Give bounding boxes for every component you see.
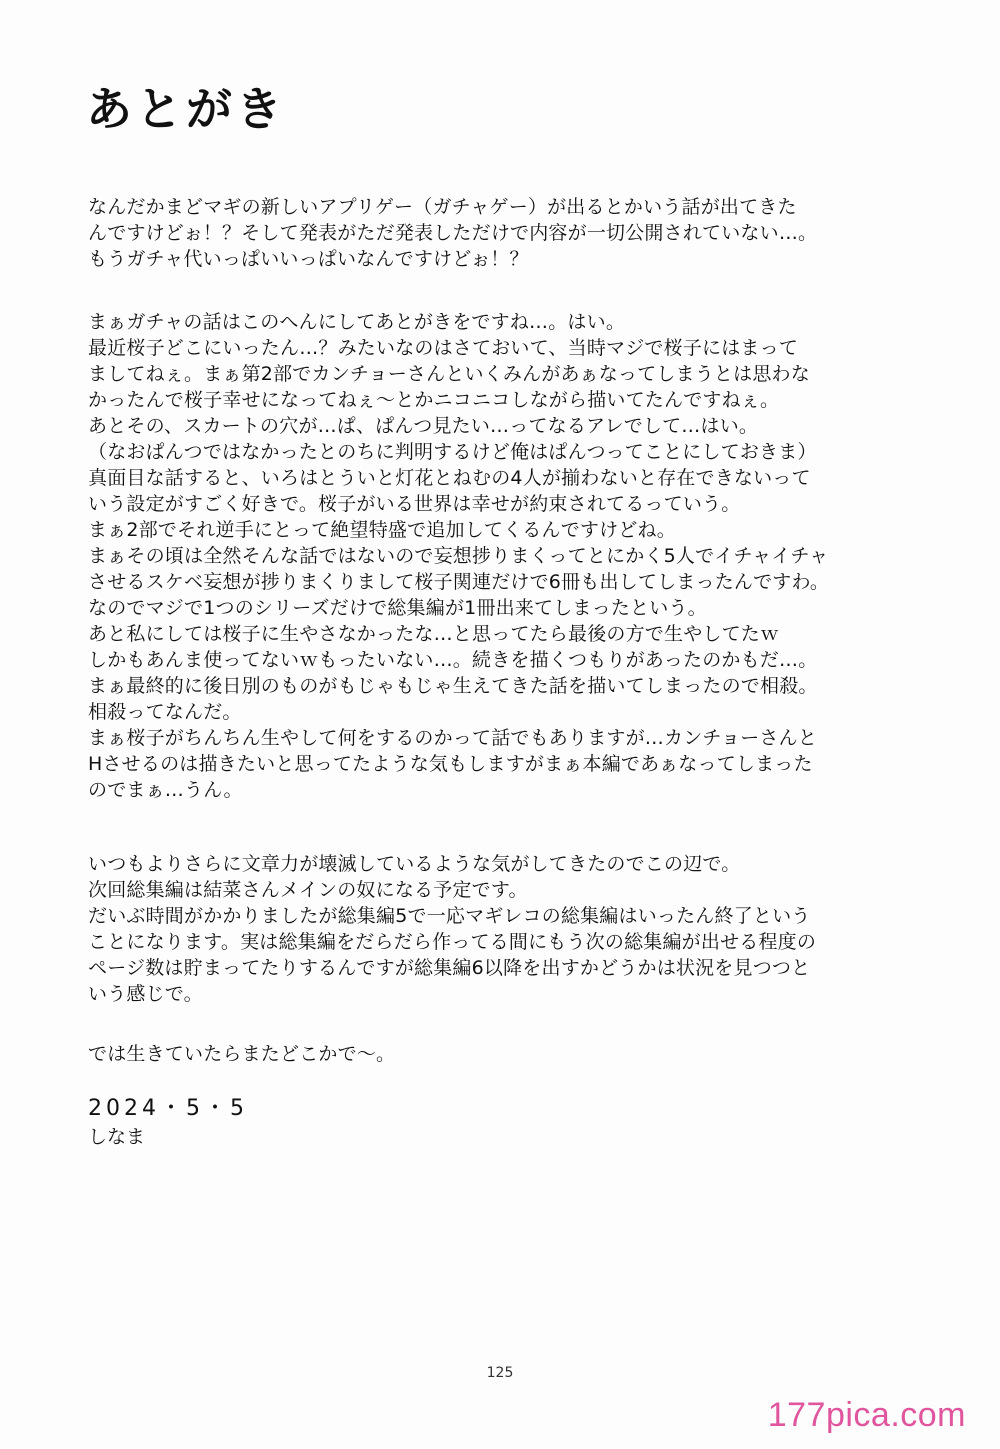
watermark: 177pica.com [767, 1396, 966, 1434]
text-line: あとその、スカートの穴が…ぱ、ぱんつ見たい…ってなるアレでして…はい。 [88, 415, 759, 437]
paragraph-4 [88, 1041, 948, 1067]
text-line: 相殺ってなんだ。 [88, 701, 242, 723]
text-line: なんだかまどマギの新しいアプリゲー（ガチャゲー）が出るとかいう話が出てきた [88, 196, 797, 218]
text-line: まぁ桜子がちんちん生やして何をするのかって話でもありますが…カンチョーさんと [88, 727, 818, 749]
text-line: させるスケベ妄想が捗りまくりまして桜子関連だけで6冊も出してしまったんですわ。 [88, 571, 830, 593]
text-line: なのでマジで1つのシリーズだけで総集編が1冊出来てしまったという。 [88, 597, 707, 619]
text-line: だいぶ時間がかかりましたが総集編5で一応マギレコの総集編はいったん終了という [88, 905, 811, 927]
text-line: ましてねぇ。まぁ第2部でカンチョーさんといくみんがあぁなってしまうとは思わな [88, 363, 810, 385]
text-line: まぁ2部でそれ逆手にとって絶望特盛で追加してくるんですけどね。 [88, 519, 676, 541]
text-line: 最近桜子どこにいったん…？みたいなのはさておいて、当時マジで桜子にはまって [88, 337, 799, 359]
text-line: のでまぁ…うん。 [88, 779, 243, 801]
paragraph-1 [88, 194, 948, 272]
text-line: Hさせるのは描きたいと思ってたような気もしますがまぁ本編であぁなってしまった [88, 753, 813, 775]
text-line: ページ数は貯まってたりするんですが総集編6以降を出すかどうかは状況を見つつと [88, 957, 811, 979]
text-line: いう設定がすごく好きで。桜子がいる世界は幸せが約束されてるっていう。 [88, 493, 741, 515]
text-line: 次回総集編は結菜さんメインの奴になる予定です。 [88, 879, 528, 901]
text-line: まぁガチャの話はこのへんにしてあとがきをですね…。はい。 [88, 311, 626, 333]
text-line: しかもあんま使ってないｗもったいない…。続きを描くつもりがあったのかもだ…。 [88, 649, 818, 671]
text-line: では生きていたらまたどこかで～。 [88, 1043, 396, 1065]
text-line: まぁ最終的に後日別のものがもじゃもじゃ生えてきた話を描いてしまったので相殺。 [88, 675, 818, 697]
text-line: あと私にしては桜子に生やさなかったな…と思ってたら最後の方で生やしてたｗ [88, 623, 780, 645]
paragraph-3 [88, 851, 948, 1007]
paragraph-2 [88, 309, 948, 803]
text-line: （なおぱんつではなかったとのちに判明するけど俺はぱんつってことにしておきま） [88, 441, 817, 463]
date: 2024・5・5 [88, 1096, 248, 1121]
page-number: 125 [486, 1365, 514, 1381]
text-line: ことになります。実は総集編をだらだら作ってる間にもう次の総集編が出せる程度の [88, 931, 817, 953]
text-line: かったんで桜子幸せになってねぇ～とかニコニコしながら描いてたんですねぇ。 [88, 389, 780, 411]
text-line: もうガチャ代いっぱいいっぱいなんですけどぉ！？ [88, 248, 529, 270]
text-line: いつもよりさらに文章力が壊滅しているような気がしてきたのでこの辺で。 [88, 853, 741, 875]
author-signature: しなま [88, 1126, 146, 1148]
text-line: んですけどぉ！？そして発表がただ発表しただけで内容が一切公開されていない…。 [88, 222, 818, 244]
text-line: いう感じで。 [88, 983, 203, 1005]
text-line: まぁその頃は全然そんな話ではないので妄想捗りまくってとにかく5人でイチャイチャ [88, 545, 829, 567]
page-title: あとがき [86, 82, 286, 136]
text-line: 真面目な話すると、いろはとういと灯花とねむの4人が揃わないと存在できないって [88, 467, 811, 489]
